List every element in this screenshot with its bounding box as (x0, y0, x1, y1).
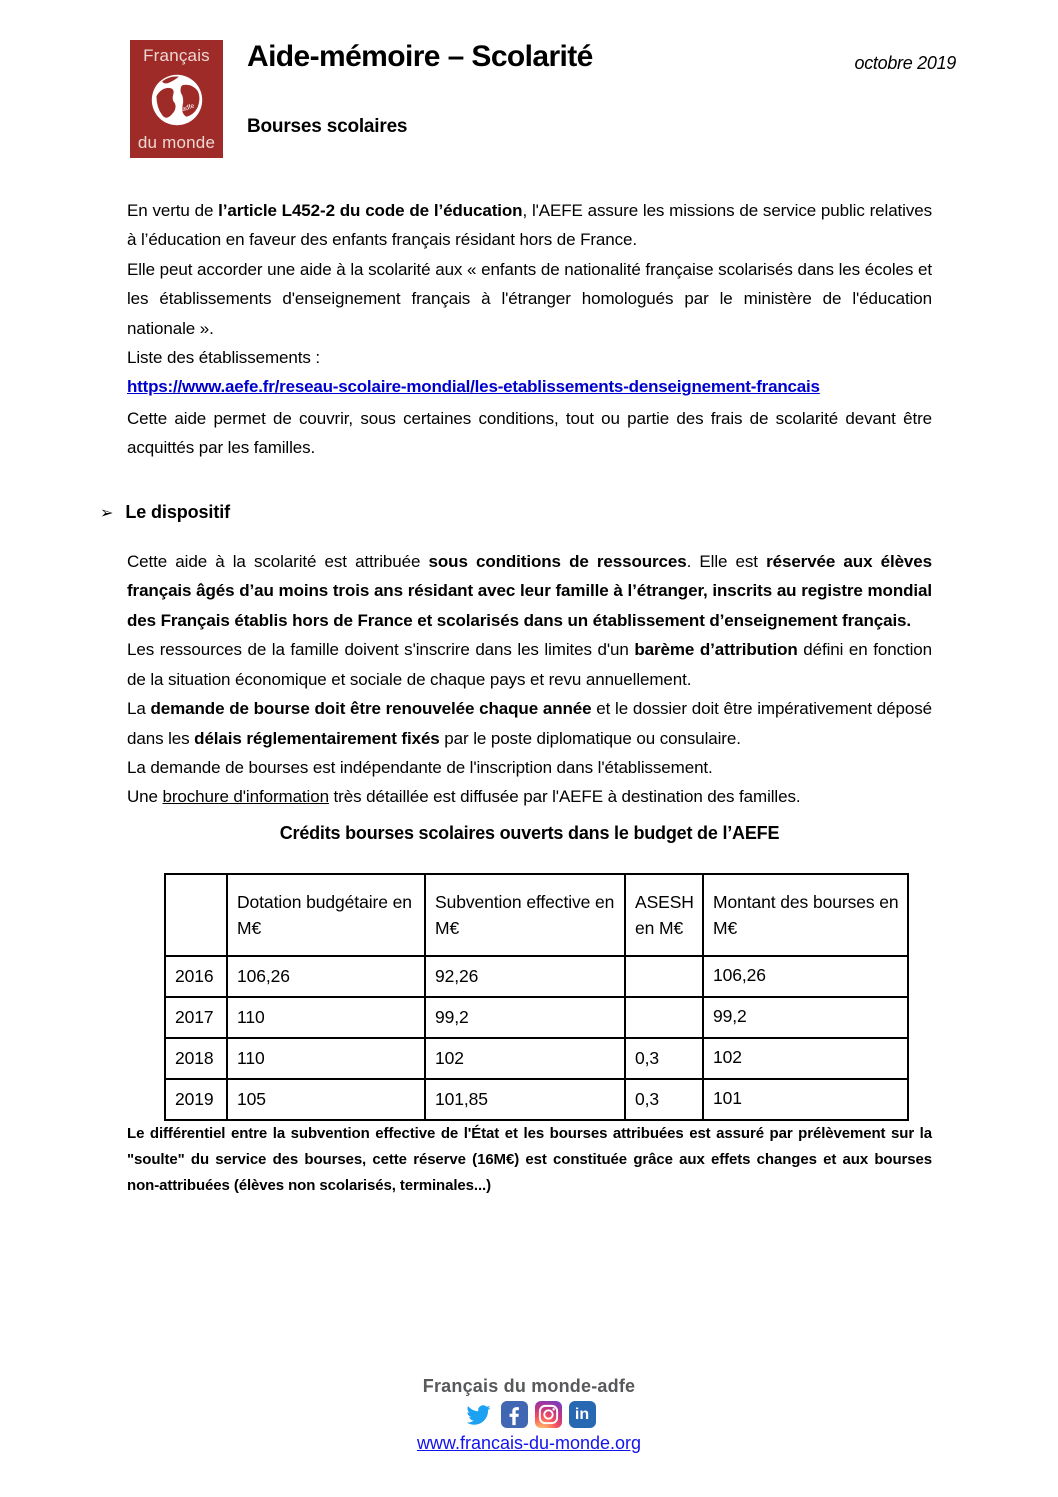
column-header (165, 874, 227, 956)
establishments-list-label: Liste des établissements : (127, 348, 320, 368)
document-body (100, 196, 933, 1199)
value-cell: 0,3 (625, 1079, 703, 1120)
section-heading-label: Le dispositif (125, 501, 231, 522)
website-link[interactable]: www.francais-du-monde.org (416, 1433, 642, 1453)
value-cell (625, 956, 703, 997)
column-header: ASESH en M€ (625, 874, 703, 956)
budget-table (164, 873, 909, 1121)
year-cell: 2018 (165, 1038, 227, 1079)
year-cell: 2017 (165, 997, 227, 1038)
dispositif-paragraph-2: Les ressources de la famille doivent s'inscrire dans les limites d'un barème d’attribution défini en fonction de la situation économique et sociale de chaque pays et revu annuellement. (127, 640, 932, 689)
dispositif-paragraph-3: La demande de bourse doit être renouvelée chaque année et le dossier doit être impérativement déposé dans les délais réglementairement fixés par le poste diplomatique ou consulaire. (127, 699, 932, 748)
linkedin-icon[interactable]: in (569, 1401, 596, 1428)
value-cell: 99,2 (703, 997, 908, 1038)
table-row (165, 997, 908, 1038)
aefe-link-line (127, 372, 932, 401)
brochure-information-link[interactable]: brochure d'information (162, 787, 329, 807)
dispositif-paragraph-4: La demande de bourses est indépendante de l'inscription dans l'établissement. (127, 757, 713, 777)
section-heading-dispositif (100, 498, 932, 528)
logo-text-top: Français (143, 46, 210, 65)
dispositif-paragraph-1: Cette aide à la scolarité est attribuée sous conditions de ressources. Elle est réservée aux élèves français âgés d’au moins trois ans résidant avec leur famille à l’étranger, inscrits au registre mondial des Français établis hors de France et scolarisés dans un établissement d’enseignement français. (127, 552, 932, 630)
dispositif-paragraph-5: Une brochure d'information très détaillée est diffusée par l'AEFE à destination des familles. (127, 787, 801, 807)
value-cell: 92,26 (425, 956, 625, 997)
value-cell: 99,2 (425, 997, 625, 1038)
value-cell: 110 (227, 1038, 425, 1079)
francais-du-monde-logo (130, 40, 223, 158)
footer-organization-name: Français du monde-adfe (422, 1376, 636, 1396)
table-body (165, 956, 908, 1120)
value-cell: 105 (227, 1079, 425, 1120)
table-title: Crédits bourses scolaires ouverts dans le budget de l’AEFE (279, 822, 780, 843)
value-cell: 102 (703, 1038, 908, 1079)
table-row (165, 1038, 908, 1079)
table-header-row (165, 874, 908, 956)
arrow-bullet-icon: ➢ (100, 504, 114, 522)
value-cell: 101 (703, 1079, 908, 1120)
year-cell: 2016 (165, 956, 227, 997)
twitter-icon[interactable] (463, 1401, 494, 1428)
value-cell: 102 (425, 1038, 625, 1079)
svg-text:adfe: adfe (180, 102, 195, 113)
logo-text-bottom: du monde (137, 133, 216, 152)
document-footer (0, 1376, 1058, 1454)
value-cell: 0,3 (625, 1038, 703, 1079)
value-cell: 106,26 (703, 956, 908, 997)
dispositif-text (127, 547, 932, 812)
column-header: Dotation budgétaire en M€ (227, 874, 425, 956)
column-header: Montant des bourses en M€ (703, 874, 908, 956)
value-cell (625, 997, 703, 1038)
table-row (165, 956, 908, 997)
aefe-establishments-link[interactable]: https://www.aefe.fr/reseau-scolaire-mondial/les-etablissements-denseignement-francais (127, 377, 820, 397)
intro-paragraph-2: Elle peut accorder une aide à la scolarité aux « enfants de nationalité française scolarisés dans les écoles et les établissements d'enseignement français à l'étranger homologués par le ministère de l'éducation nationale ». (127, 259, 932, 338)
column-header: Subvention effective en M€ (425, 874, 625, 956)
value-cell: 110 (227, 997, 425, 1038)
instagram-icon[interactable] (535, 1401, 562, 1428)
globe-icon (149, 72, 205, 128)
table-footnote: Le différentiel entre la subvention effective de l'État et les bourses attribuées est assuré par prélèvement sur la "soulte" du service des bourses, cette réserve (16M€) est constituée grâce aux effets changes et aux bourses non-attribuées (élèves non scolarisés, terminales...) (127, 1125, 932, 1195)
intro-paragraph-3: Cette aide permet de couvrir, sous certaines conditions, tout ou partie des frais de scolarité devant être acquittés par les familles. (127, 408, 932, 458)
social-icons-row (0, 1400, 1058, 1429)
facebook-icon[interactable] (501, 1401, 528, 1428)
document-subtitle: Bourses scolaires (247, 116, 408, 137)
document-date: octobre 2019 (854, 53, 956, 73)
page-title: Aide-mémoire – Scolarité (247, 40, 593, 73)
value-cell: 106,26 (227, 956, 425, 997)
value-cell: 101,85 (425, 1079, 625, 1120)
table-row (165, 1079, 908, 1120)
year-cell: 2019 (165, 1079, 227, 1120)
intro-paragraph-1: En vertu de l’article L452-2 du code de l’éducation, l'AEFE assure les missions de service public relatives à l’éducation en faveur des enfants français résidant hors de France. (127, 201, 933, 250)
